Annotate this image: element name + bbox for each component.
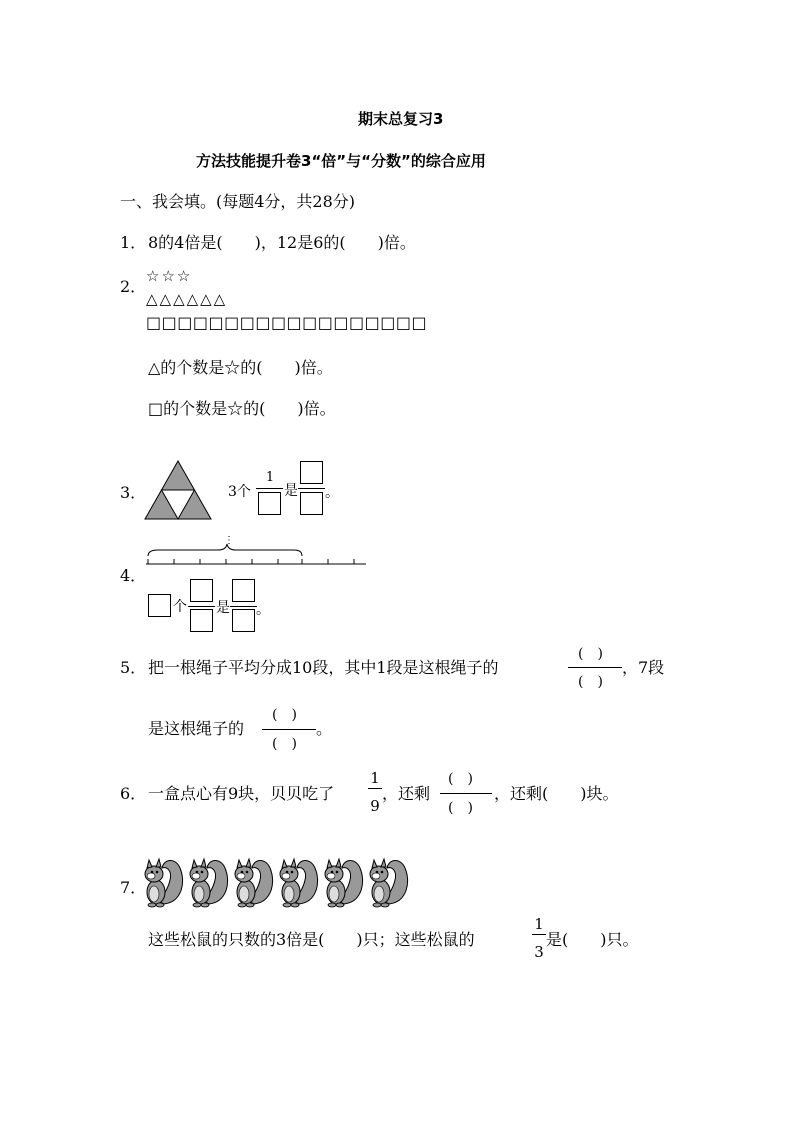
section-heading: 一、我会填。(每题4分，共28分)	[120, 192, 356, 211]
blank-numerator[interactable]: ( )	[578, 646, 603, 662]
question-4-end: 。	[256, 602, 270, 618]
blank-denominator[interactable]: ( )	[578, 674, 603, 690]
answer-box[interactable]	[232, 609, 255, 632]
question-6-text-1: 一盒点心有9块，贝贝吃了	[148, 784, 335, 803]
stars-row: ☆☆☆	[146, 267, 193, 285]
question-5-text-2b: 。	[316, 719, 333, 738]
question-5-text-1: 把一根绳子平均分成10段，其中1段是这根绳子的	[148, 658, 499, 677]
squares-row: □□□□□□□□□□□□□□□□□□	[146, 313, 428, 332]
question-6-denominator: 9	[370, 797, 380, 815]
answer-box[interactable]	[300, 461, 323, 484]
answer-box[interactable]	[258, 492, 281, 515]
segment-line-figure	[146, 542, 368, 568]
fraction-bar	[188, 606, 215, 607]
blank-denominator[interactable]: ( )	[272, 736, 297, 752]
question-2-line-1: △的个数是☆的( )倍。	[148, 358, 333, 377]
question-1-text: 8的4倍是( )，12是6的( )倍。	[148, 233, 416, 252]
fraction-bar	[532, 934, 546, 935]
fraction-bar	[298, 488, 325, 489]
question-3-number: 3．	[120, 483, 147, 502]
question-7-numerator: 1	[534, 915, 544, 933]
question-3-pre: 3个	[228, 484, 251, 500]
fraction-bar	[440, 793, 492, 794]
fraction-bar	[230, 606, 257, 607]
question-3-end: 。	[325, 485, 339, 501]
question-7-number: 7．	[120, 878, 147, 897]
triangles-row: △△△△△△	[146, 290, 228, 308]
answer-box[interactable]	[190, 609, 213, 632]
question-3-numerator: 1	[265, 470, 275, 485]
question-1-number: 1．	[120, 233, 147, 252]
squirrels-figure	[140, 852, 415, 910]
question-6-text-3: ，还剩( )块。	[494, 784, 619, 803]
blank-denominator[interactable]: ( )	[448, 800, 473, 816]
answer-box[interactable]	[300, 492, 323, 515]
question-5-number: 5．	[120, 658, 147, 677]
question-7-denominator: 3	[534, 943, 544, 961]
question-7-text-2: 是( )只。	[546, 930, 639, 949]
question-7-text-1: 这些松鼠的只数的3倍是( )只；这些松鼠的	[148, 930, 475, 949]
question-4-ge: 个	[173, 599, 187, 615]
answer-box[interactable]	[148, 594, 171, 617]
question-5-text-2: 是这根绳子的	[148, 719, 245, 738]
question-4-mid: 是	[216, 600, 230, 616]
question-2-number: 2．	[120, 277, 147, 296]
answer-box[interactable]	[190, 579, 213, 602]
blank-numerator[interactable]: ( )	[448, 771, 473, 787]
answer-box[interactable]	[232, 579, 255, 602]
question-6-numerator: 1	[370, 769, 380, 787]
fraction-bar	[256, 488, 283, 489]
fraction-bar	[262, 729, 316, 730]
fraction-bar	[568, 667, 622, 668]
question-4-number: 4．	[120, 566, 147, 585]
triangle-figure	[144, 460, 212, 520]
question-5-text-1b: ，7段	[622, 658, 665, 677]
fraction-bar	[368, 788, 382, 789]
ellipsis-mark: ⋮	[224, 535, 234, 546]
question-2-line-2: □的个数是☆的( )倍。	[148, 399, 336, 418]
question-6-text-2: ，还剩	[382, 784, 431, 803]
blank-numerator[interactable]: ( )	[272, 707, 297, 723]
question-3-mid: 是	[284, 483, 298, 499]
page-title: 期末总复习3	[358, 110, 444, 128]
page-subtitle: 方法技能提升卷3“倍”与“分数”的综合应用	[196, 152, 486, 170]
question-6-number: 6．	[120, 784, 147, 803]
